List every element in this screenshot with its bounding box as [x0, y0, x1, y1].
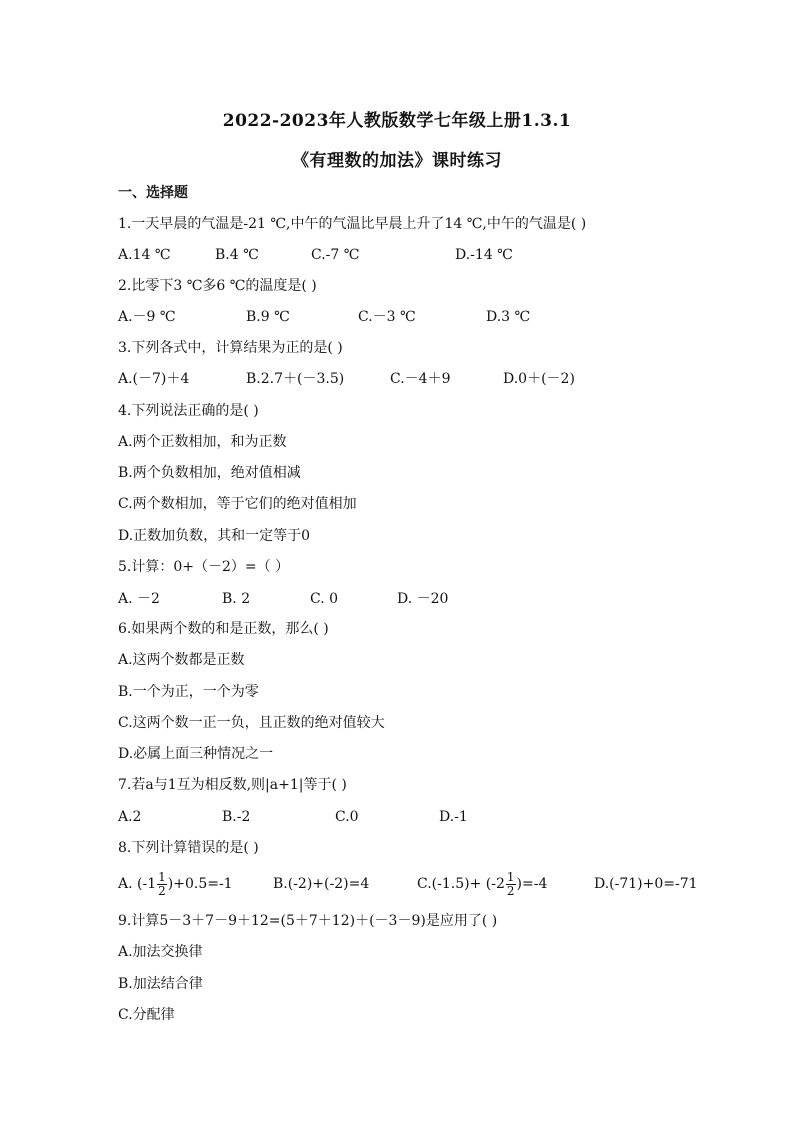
question-4-stem: 4.下列说法正确的是( ) — [118, 403, 259, 419]
question-5-option-b: B. 2 — [222, 591, 251, 607]
question-3-stem: 3.下列各式中，计算结果为正的是( ) — [118, 340, 343, 356]
question-7-option-c: C.0 — [335, 809, 359, 825]
question-2-option-b: B.9 ℃ — [246, 309, 290, 325]
question-9-option-c: C.分配律 — [118, 1007, 175, 1023]
question-6-stem: 6.如果两个数的和是正数，那么( ) — [118, 621, 329, 637]
question-3-option-d: D.0＋(－2) — [503, 371, 575, 387]
question-1-option-c: C.-7 ℃ — [311, 247, 360, 263]
question-5-option-a: A. －2 — [118, 591, 160, 607]
question-8-option-a — [118, 866, 233, 902]
title-line-1: 2022-2023年人教版数学七年级上册1.3.1 — [222, 111, 572, 131]
question-1-option-d: D.-14 ℃ — [455, 247, 513, 263]
question-7-option-b: B.-2 — [222, 809, 251, 825]
fraction-one-half — [157, 871, 167, 898]
question-1-option-b: B.4 ℃ — [215, 247, 259, 263]
question-6-option-c: C.这两个数一正一负，且正数的绝对值较大 — [118, 715, 385, 731]
question-6-option-b: B.一个为正，一个为零 — [118, 684, 259, 700]
question-4-option-d: D.正数加负数，其和一定等于0 — [118, 528, 311, 544]
question-6-option-d: D.必属上面三种情况之一 — [118, 746, 274, 762]
question-5-stem: 5.计算：0+（－2）=（ ） — [118, 559, 290, 575]
question-4-option-a: A.两个正数相加，和为正数 — [118, 434, 287, 450]
title-line-2: 《有理数的加法》课时练习 — [292, 151, 502, 171]
fraction-denominator: 2 — [506, 883, 515, 898]
option-a-prefix: A. (-1 — [118, 876, 157, 892]
option-c-prefix: C.(-1.5)+ (-2 — [417, 876, 505, 892]
question-3-option-c: C.－4＋9 — [390, 371, 451, 387]
question-1-stem: 1.一天早晨的气温是-21 ℃,中午的气温比早晨上升了14 ℃,中午的气温是( ) — [118, 216, 587, 232]
question-8-option-c — [417, 866, 547, 902]
fraction-one-half — [506, 871, 516, 898]
question-3-option-a: A.(－7)＋4 — [118, 371, 190, 387]
question-2-stem: 2.比零下3 ℃多6 ℃的温度是( ) — [118, 278, 317, 294]
section-heading: 一、选择题 — [118, 185, 188, 201]
question-4-option-c: C.两个数相加，等于它们的绝对值相加 — [118, 496, 357, 512]
fraction-denominator: 2 — [158, 883, 166, 898]
question-5-option-c: C. 0 — [310, 591, 339, 607]
option-c-suffix: )=-4 — [516, 876, 548, 892]
question-9-option-a: A.加法交换律 — [118, 944, 203, 960]
question-5-option-d: D. －20 — [397, 591, 449, 607]
question-7-option-a: A.2 — [118, 809, 142, 825]
question-2-option-a: A.－9 ℃ — [118, 309, 176, 325]
question-2-option-d: D.3 ℃ — [486, 309, 531, 325]
question-9-option-b: B.加法结合律 — [118, 976, 203, 992]
question-8-stem: 8.下列计算错误的是( ) — [118, 840, 259, 856]
question-7-stem: 7.若a与1互为相反数,则|a+1|等于( ) — [118, 777, 347, 793]
question-7-option-d: D.-1 — [439, 809, 468, 825]
question-2-option-c: C.－3 ℃ — [358, 309, 416, 325]
question-1-option-a: A.14 ℃ — [118, 247, 171, 263]
fraction-numerator: 1 — [506, 869, 515, 884]
question-9-stem: 9.计算5－3＋7－9＋12=(5＋7＋12)＋(－3－9)是应用了( ) — [118, 913, 498, 929]
question-3-option-b: B.2.7＋(－3.5) — [246, 371, 345, 387]
question-6-option-a: A.这两个数都是正数 — [118, 652, 245, 668]
option-a-suffix: )+0.5=-1 — [167, 876, 233, 892]
question-8-option-d: D.(-71)+0=-71 — [594, 876, 698, 892]
question-8-option-b: B.(-2)+(-2)=4 — [273, 876, 370, 892]
question-4-option-b: B.两个负数相加，绝对值相减 — [118, 465, 301, 481]
fraction-numerator: 1 — [158, 869, 166, 884]
